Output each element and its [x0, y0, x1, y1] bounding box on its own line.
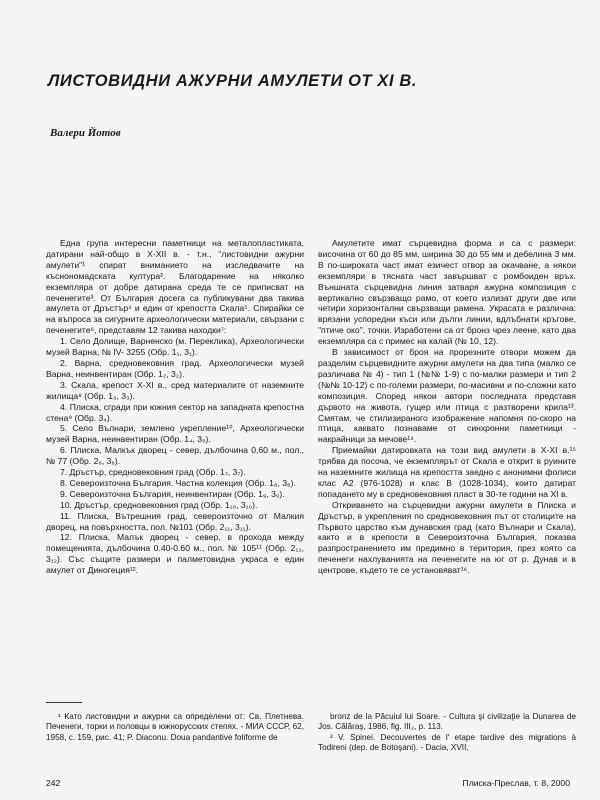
running-footer: Плиска-Преслав, т. 8, 2000	[462, 778, 570, 788]
footnote: bronz de la Păcuiul lui Soare. - Cultura şi civilizaţie la Dunarea de Jos. Călăraş, 1986, fig. III₂, p. 113.	[318, 712, 576, 732]
right-column	[318, 238, 576, 576]
list-item: 11. Плиска, Вътрешния град, североизточно от Малкия дворец, на повърхността, пол. №101 (Обр. 2₁₁, 3₁₁).	[46, 510, 304, 532]
list-item: 1. Село Долище, Варненско (м. Переклика), Археологически музей Варна, № IV- 3255 (Обр. 1₁, 3₁).	[46, 336, 304, 358]
body-paragraph: В зависимост от броя на прорезните отвори можем да разделим сърцевидните ажурни амулети на два типа (малко се различава № 4) - тип 1 (№№ 1-9) с по-малки размери и тип 2 (№№ 10-12) с по-големи размери, по-масивни и по-сложни като композиция. Според някои автори последната представя дървото на живота, гущер или птица с разтворени крила¹³. Смятам, че стилизираного изображение напомня по-скоро на птица, каквато познаваме от синхронни паметници - накрайници за мечове¹⁴.	[318, 347, 576, 445]
list-item: 3. Скала, крепост X-XI в., сред материалите от наземните жилища⁸ (Обр. 1₃, 3₃).	[46, 379, 304, 401]
footnotes-right	[318, 712, 576, 754]
list-item: 2. Варна, средновековния град. Археологически музей Варна, неинвентиран (Обр. 1₂, 3₂).	[46, 357, 304, 379]
list-item: 6. Плиска, Малкък дворец - север, дълбочина 0,60 м., пол., № 77 (Обр. 2₆, 3₆).	[46, 445, 304, 467]
finds-list	[46, 336, 304, 576]
page-number: 242	[46, 778, 61, 788]
list-item: 7. Дръстър, средновековния град (Обр. 1₇, 3₇).	[60, 467, 246, 478]
list-item: 5. Село Вълнари, землено укрепление¹⁰, Археологически музей Варна, неинвентиран (Обр. 1₄, 3₅).	[46, 423, 304, 445]
body-paragraph: Приемайки датировката на този вид амулети в X-XI в.¹⁵ трябва да посоча, че екземплярът от Скала е открит в руините на наземните жилища на крепостта заедно с анонимни фолиси клас А2 (976-1028) и клас В (1028-1034), които датират попадането му в средновековния пласт в 30-те години на XI в.	[318, 445, 576, 499]
author-name: Валери Йотов	[50, 127, 121, 139]
footnote: ¹ Като листовидни и ажурни са определени от: Св. Плетнева. Печенеги, торки и половцы в южнорусских степях. - МИА СССР, 62, 1958, с. 159, рис. 41; P. Diaconu. Doua pandantive foliforme de	[46, 712, 304, 742]
footnotes-left	[46, 712, 304, 743]
left-column	[46, 238, 304, 576]
footnote: ² V. Spinei. Decouvertes de l' etape tardive des migrations à Todireni (dep. de Botoşani). - Dacia, XVII,	[318, 732, 576, 753]
list-item: 4. Плиска, сгради при южния сектор на западната крепостна стена⁹ (Обр. 3₄).	[46, 401, 304, 423]
body-paragraph: Откриването на сърцевидни ажурни амулети в Плиска и Дръстър, в укрепления по средновековния път от столиците на Първото царство към дунавския град (като Вълнари и Скала), както и в крепости в Североизточна България, показва разпространението им предимно в територия, през която са печенеги нахлуванията на печенегите на юг от р. Дунав и в центрове, където те се установяват¹⁶.	[318, 499, 576, 576]
list-item: 10. Дръстър, средновековния град (Обр. 1₁₀, 3₁₀).	[60, 499, 258, 510]
body-paragraph: Амулетите имат сърцевидна форма и са с размери: височина от 60 до 85 мм, ширина 30 до 55 мм и дебелина 3 мм. В по-широката част имат езичест отвор за окачване, а някои екземпляри в тясната част завършват с ромбоиден връх. Външната сърцевидна линия затваря ажурна композиция с вертикално свързващо рамо, от което излизат други две или четири хоризонтални свързващи рамена. Украсата е различна: врязани успоредни къси или дълги линии, вдлъбнати кръгове, "птиче око", точки. Изработени са от бронз чрез леене, като два екземпляра са с примес на калай (№ 10, 12).	[318, 238, 576, 347]
footnote-rule	[46, 702, 82, 703]
intro-paragraph: Една група интересни паметници на металопластиката, датирани най-общо в X-XII в. - т.н., "листовидни ажурни амулети"¹ спират вниманието на изследвачите на къснономадската култура². Благодарение на няколко екземпляра от добре датирана среда те се приписват на печенегите³. От България досега са публикувани два такива амулета от Дръстър⁴ и един от крепостта Скала⁵. Спирайки се на въпроса за сигурните археологически материали, свързани с печенегите⁶, представям 12 такива находки⁷:	[46, 238, 304, 336]
list-item: 9. Североизточна България, неинвентиран (Обр. 1₉, 3₉).	[60, 488, 285, 499]
article-title: ЛИСТОВИДНИ АЖУРНИ АМУЛЕТИ ОТ XI В.	[48, 72, 418, 90]
list-item: 12. Плиска, Малък дворец - север, в прохода между помещенията, дълбочина 0.40-0.60 м., пол. № 105¹¹ (Обр. 2₁₂, 3₁₂). Със същите размери и палметовидна украса е един амулет от Диногеция¹².	[46, 532, 304, 576]
list-item: 8. Североизточна България. Частна колекция (Обр. 1₈, 3₈).	[60, 477, 296, 488]
